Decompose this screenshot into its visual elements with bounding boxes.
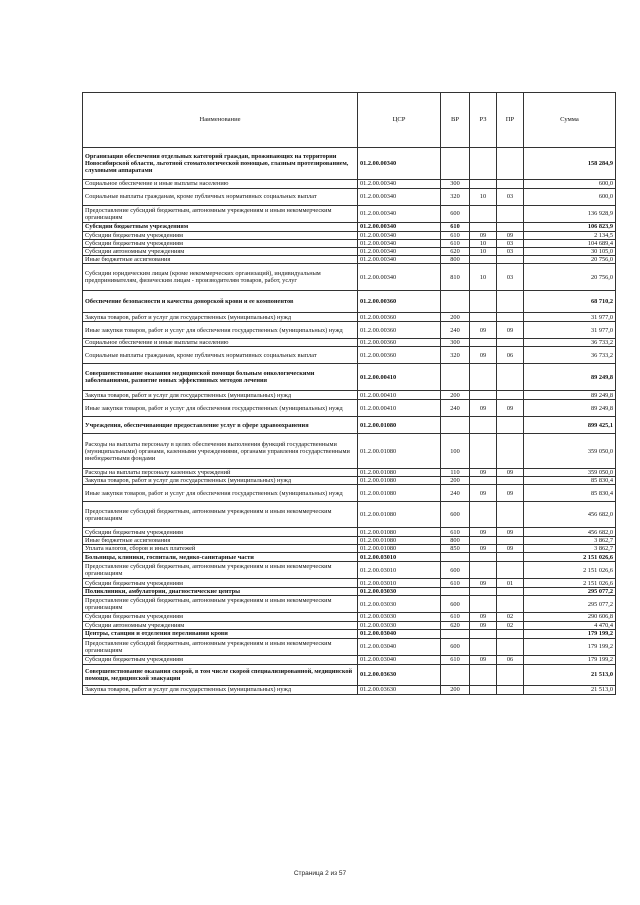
cell-csr: 01.2.00.03030 [358, 596, 441, 613]
table-row [83, 477, 616, 485]
cell-pr: 02 [497, 613, 524, 621]
cell-vr: 610 [441, 655, 470, 664]
cell-rz [470, 391, 497, 400]
cell-pr [497, 417, 524, 434]
cell-name: Иные бюджетные ассигнования [83, 537, 358, 545]
cell-rz: 09 [470, 613, 497, 621]
cell-pr: 03 [497, 240, 524, 248]
cell-csr: 01.2.00.00340 [358, 148, 441, 180]
cell-sum: 179 199,2 [524, 629, 616, 638]
cell-csr: 01.2.00.01080 [358, 477, 441, 485]
cell-rz [470, 339, 497, 347]
table-row [83, 579, 616, 588]
cell-vr: 800 [441, 256, 470, 264]
cell-name: Предоставление субсидий бюджетным, автономным учреждениям и иным некоммерческим организациям [83, 638, 358, 655]
cell-csr: 01.2.00.00340 [358, 180, 441, 189]
cell-csr: 01.2.00.03040 [358, 629, 441, 638]
table-row [83, 596, 616, 613]
cell-name: Предоставление субсидий бюджетным, автономным учреждениям и иным некоммерческим организациям [83, 502, 358, 528]
table-row [83, 485, 616, 502]
cell-rz [470, 502, 497, 528]
cell-name: Субсидии бюджетным учреждениям [83, 240, 358, 248]
cell-name: Уплата налогов, сборов и иных платежей [83, 545, 358, 553]
header-pr: ПР [497, 93, 524, 148]
table-row [83, 562, 616, 579]
cell-csr: 01.2.00.01080 [358, 545, 441, 553]
cell-csr: 01.2.00.01080 [358, 502, 441, 528]
cell-pr [497, 502, 524, 528]
cell-vr: 610 [441, 223, 470, 232]
cell-name: Расходы на выплаты персоналу в целях обеспечения выполнения функций государственными (муниципальными) органами, казенными учреждениями, органами управления государственными внебюджетными фондами [83, 434, 358, 469]
cell-sum: 20 756,0 [524, 264, 616, 291]
table-row [83, 189, 616, 206]
cell-vr: 300 [441, 339, 470, 347]
cell-pr [497, 256, 524, 264]
table-row [83, 264, 616, 291]
cell-rz [470, 685, 497, 694]
cell-csr: 01.2.00.01080 [358, 417, 441, 434]
cell-csr: 01.2.00.00340 [358, 264, 441, 291]
cell-name: Иные закупки товаров, работ и услуг для обеспечения государственных (муниципальных) нужд [83, 485, 358, 502]
cell-name: Центры, станции и отделения переливания крови [83, 629, 358, 638]
cell-vr [441, 148, 470, 180]
cell-csr: 01.2.00.03030 [358, 621, 441, 629]
cell-rz [470, 206, 497, 223]
table-row [83, 240, 616, 248]
cell-name: Субсидии бюджетным учреждениям [83, 655, 358, 664]
cell-pr [497, 434, 524, 469]
cell-vr: 200 [441, 313, 470, 322]
table-row [83, 417, 616, 434]
table-row [83, 291, 616, 313]
cell-pr: 09 [497, 545, 524, 553]
cell-sum: 295 077,2 [524, 596, 616, 613]
table-row [83, 364, 616, 391]
cell-pr [497, 391, 524, 400]
cell-vr: 200 [441, 477, 470, 485]
table-row [83, 313, 616, 322]
cell-vr: 240 [441, 485, 470, 502]
cell-name: Социальное обеспечение и иные выплаты населению [83, 339, 358, 347]
cell-name: Обеспечение безопасности и качества донорской крови и ее компонентов [83, 291, 358, 313]
cell-sum: 456 682,0 [524, 502, 616, 528]
cell-vr [441, 588, 470, 596]
table-row [83, 664, 616, 685]
cell-name: Иные закупки товаров, работ и услуг для обеспечения государственных (муниципальных) нужд [83, 400, 358, 417]
cell-rz: 09 [470, 400, 497, 417]
cell-pr: 09 [497, 469, 524, 477]
table-row [83, 256, 616, 264]
table-row [83, 180, 616, 189]
cell-rz [470, 477, 497, 485]
cell-pr: 03 [497, 189, 524, 206]
cell-csr: 01.2.00.03040 [358, 638, 441, 655]
cell-pr: 03 [497, 264, 524, 291]
cell-pr [497, 664, 524, 685]
cell-rz: 10 [470, 264, 497, 291]
cell-rz [470, 588, 497, 596]
table-row [83, 469, 616, 477]
cell-sum: 2 151 026,6 [524, 553, 616, 562]
cell-sum: 295 077,2 [524, 588, 616, 596]
cell-pr: 06 [497, 347, 524, 364]
cell-name: Предоставление субсидий бюджетным, автономным учреждениям и иным некоммерческим организациям [83, 206, 358, 223]
cell-pr: 02 [497, 621, 524, 629]
table-row [83, 685, 616, 694]
cell-rz [470, 313, 497, 322]
cell-rz [470, 629, 497, 638]
cell-vr: 300 [441, 180, 470, 189]
cell-name: Расходы на выплаты персоналу казенных учреждений [83, 469, 358, 477]
table-row [83, 553, 616, 562]
table-row [83, 434, 616, 469]
cell-pr [497, 537, 524, 545]
table-row [83, 322, 616, 339]
cell-name: Совершенствование оказания скорой, в том числе скорой специализированной, медицинской помощи, медицинской эвакуации [83, 664, 358, 685]
cell-csr: 01.2.00.00340 [358, 232, 441, 240]
cell-name: Социальные выплаты гражданам, кроме публичных нормативных социальных выплат [83, 347, 358, 364]
cell-rz [470, 417, 497, 434]
cell-rz [470, 180, 497, 189]
cell-vr: 200 [441, 391, 470, 400]
cell-csr: 01.2.00.00410 [358, 364, 441, 391]
cell-pr [497, 364, 524, 391]
cell-sum: 31 977,0 [524, 322, 616, 339]
cell-csr: 01.2.00.00360 [358, 291, 441, 313]
cell-name: Социальные выплаты гражданам, кроме публичных нормативных социальных выплат [83, 189, 358, 206]
cell-pr [497, 223, 524, 232]
cell-rz [470, 223, 497, 232]
cell-csr: 01.2.00.01080 [358, 537, 441, 545]
cell-sum: 89 249,8 [524, 400, 616, 417]
header-sum: Сумма [524, 93, 616, 148]
cell-csr: 01.2.00.00410 [358, 400, 441, 417]
cell-rz [470, 664, 497, 685]
header-name: Наименование [83, 93, 358, 148]
cell-csr: 01.2.00.00340 [358, 248, 441, 256]
cell-vr: 610 [441, 240, 470, 248]
table-row [83, 502, 616, 528]
cell-rz [470, 256, 497, 264]
cell-rz: 09 [470, 322, 497, 339]
table-row [83, 528, 616, 537]
cell-pr: 09 [497, 528, 524, 537]
cell-csr: 01.2.00.03010 [358, 562, 441, 579]
cell-rz [470, 553, 497, 562]
table-row [83, 206, 616, 223]
cell-csr: 01.2.00.00340 [358, 206, 441, 223]
cell-name: Субсидии бюджетным учреждениям [83, 528, 358, 537]
cell-vr: 240 [441, 400, 470, 417]
cell-sum: 85 830,4 [524, 485, 616, 502]
cell-sum: 2 151 026,6 [524, 562, 616, 579]
cell-pr [497, 313, 524, 322]
cell-vr: 600 [441, 502, 470, 528]
cell-csr: 01.2.00.01080 [358, 485, 441, 502]
cell-rz [470, 148, 497, 180]
cell-rz: 09 [470, 469, 497, 477]
cell-pr [497, 180, 524, 189]
cell-name: Социальное обеспечение и иные выплаты населению [83, 180, 358, 189]
cell-rz [470, 537, 497, 545]
cell-pr [497, 562, 524, 579]
cell-csr: 01.2.00.03630 [358, 664, 441, 685]
cell-name: Субсидии бюджетным учреждениям [83, 232, 358, 240]
cell-vr: 320 [441, 347, 470, 364]
cell-sum: 68 710,2 [524, 291, 616, 313]
cell-sum: 600,0 [524, 189, 616, 206]
cell-rz [470, 434, 497, 469]
cell-sum: 3 862,7 [524, 537, 616, 545]
cell-name: Закупка товаров, работ и услуг для государственных (муниципальных) нужд [83, 477, 358, 485]
cell-csr: 01.2.00.01080 [358, 434, 441, 469]
cell-vr: 620 [441, 248, 470, 256]
cell-name: Иные закупки товаров, работ и услуг для обеспечения государственных (муниципальных) нужд [83, 322, 358, 339]
cell-sum: 359 050,0 [524, 434, 616, 469]
cell-name: Субсидии автономным учреждениям [83, 621, 358, 629]
table-row [83, 400, 616, 417]
cell-vr: 610 [441, 232, 470, 240]
cell-name: Предоставление субсидий бюджетным, автономным учреждениям и иным некоммерческим организациям [83, 596, 358, 613]
cell-rz: 09 [470, 528, 497, 537]
cell-vr [441, 664, 470, 685]
cell-csr: 01.2.00.03040 [358, 655, 441, 664]
cell-csr: 01.2.00.00340 [358, 223, 441, 232]
cell-vr: 240 [441, 322, 470, 339]
cell-vr: 100 [441, 434, 470, 469]
cell-name: Поликлиники, амбулатории, диагностические центры [83, 588, 358, 596]
table-row [83, 347, 616, 364]
cell-vr: 810 [441, 264, 470, 291]
cell-pr [497, 148, 524, 180]
cell-sum: 31 977,0 [524, 313, 616, 322]
cell-pr [497, 588, 524, 596]
cell-csr: 01.2.00.01080 [358, 469, 441, 477]
cell-pr: 09 [497, 232, 524, 240]
cell-rz [470, 596, 497, 613]
cell-csr: 01.2.00.00410 [358, 391, 441, 400]
cell-name: Закупка товаров, работ и услуг для государственных (муниципальных) нужд [83, 313, 358, 322]
cell-rz: 09 [470, 655, 497, 664]
cell-pr [497, 596, 524, 613]
cell-vr [441, 291, 470, 313]
table-row [83, 248, 616, 256]
table-header-row [83, 93, 616, 148]
cell-sum: 89 249,8 [524, 364, 616, 391]
cell-sum: 359 050,0 [524, 469, 616, 477]
cell-sum: 30 105,0 [524, 248, 616, 256]
cell-pr: 06 [497, 655, 524, 664]
cell-pr [497, 206, 524, 223]
cell-pr [497, 291, 524, 313]
cell-pr [497, 685, 524, 694]
cell-sum: 456 682,0 [524, 528, 616, 537]
cell-sum: 21 513,0 [524, 685, 616, 694]
cell-sum: 21 513,0 [524, 664, 616, 685]
cell-name: Учреждения, обеспечивающие предоставление услуг в сфере здравоохранения [83, 417, 358, 434]
cell-rz: 09 [470, 579, 497, 588]
cell-rz: 09 [470, 347, 497, 364]
cell-name: Субсидии бюджетным учреждениям [83, 579, 358, 588]
cell-vr [441, 629, 470, 638]
cell-sum: 20 756,0 [524, 256, 616, 264]
table-row [83, 223, 616, 232]
cell-vr: 600 [441, 562, 470, 579]
cell-name: Организация обеспечения отдельных категорий граждан, проживающих на территории Новосибирской области, льготной стоматологической помощью, глазным протезированием, слуховыми аппаратами [83, 148, 358, 180]
cell-sum: 36 733,2 [524, 339, 616, 347]
table-row [83, 339, 616, 347]
cell-name: Закупка товаров, работ и услуг для государственных (муниципальных) нужд [83, 685, 358, 694]
cell-name: Больницы, клиники, госпитали, медико-санитарные части [83, 553, 358, 562]
cell-vr: 600 [441, 596, 470, 613]
cell-sum: 85 830,4 [524, 477, 616, 485]
cell-vr: 200 [441, 685, 470, 694]
table-row [83, 655, 616, 664]
cell-vr [441, 417, 470, 434]
cell-vr: 610 [441, 579, 470, 588]
cell-csr: 01.2.00.00340 [358, 240, 441, 248]
header-rz: РЗ [470, 93, 497, 148]
table-row [83, 638, 616, 655]
cell-rz: 09 [470, 621, 497, 629]
cell-vr: 600 [441, 638, 470, 655]
cell-pr: 01 [497, 579, 524, 588]
page-footer: Страница 2 из 57 [293, 870, 347, 877]
table-row [83, 232, 616, 240]
cell-name: Закупка товаров, работ и услуг для государственных (муниципальных) нужд [83, 391, 358, 400]
cell-sum: 2 134,5 [524, 232, 616, 240]
cell-vr: 800 [441, 537, 470, 545]
cell-pr: 03 [497, 248, 524, 256]
budget-table [82, 92, 616, 695]
table-row [83, 391, 616, 400]
cell-sum: 600,0 [524, 180, 616, 189]
cell-rz [470, 638, 497, 655]
cell-sum: 4 470,4 [524, 621, 616, 629]
cell-csr: 01.2.00.03030 [358, 588, 441, 596]
cell-vr: 600 [441, 206, 470, 223]
cell-pr [497, 638, 524, 655]
cell-vr: 610 [441, 528, 470, 537]
cell-csr: 01.2.00.00360 [358, 339, 441, 347]
cell-name: Субсидии автономным учреждениям [83, 248, 358, 256]
cell-csr: 01.2.00.00360 [358, 313, 441, 322]
cell-csr: 01.2.00.03010 [358, 579, 441, 588]
cell-vr: 850 [441, 545, 470, 553]
cell-csr: 01.2.00.00360 [358, 322, 441, 339]
cell-sum: 290 606,8 [524, 613, 616, 621]
cell-sum: 2 151 026,6 [524, 579, 616, 588]
cell-csr: 01.2.00.00340 [358, 189, 441, 206]
cell-pr: 09 [497, 400, 524, 417]
cell-name: Субсидии бюджетным учреждениям [83, 613, 358, 621]
cell-name: Субсидии бюджетным учреждениям [83, 223, 358, 232]
table-row [83, 537, 616, 545]
cell-pr [497, 629, 524, 638]
cell-sum: 36 733,2 [524, 347, 616, 364]
table-row [83, 545, 616, 553]
cell-pr [497, 477, 524, 485]
cell-vr: 620 [441, 621, 470, 629]
cell-pr [497, 553, 524, 562]
cell-vr: 320 [441, 189, 470, 206]
cell-csr: 01.2.00.00360 [358, 347, 441, 364]
header-csr: ЦСР [358, 93, 441, 148]
cell-sum: 89 249,8 [524, 391, 616, 400]
cell-vr [441, 553, 470, 562]
cell-rz: 10 [470, 189, 497, 206]
cell-sum: 179 199,2 [524, 638, 616, 655]
table-body [83, 148, 616, 695]
cell-name: Предоставление субсидий бюджетным, автономным учреждениям и иным некоммерческим организациям [83, 562, 358, 579]
table-row [83, 613, 616, 621]
cell-rz [470, 364, 497, 391]
cell-sum: 136 928,9 [524, 206, 616, 223]
cell-csr: 01.2.00.00340 [358, 256, 441, 264]
cell-pr: 09 [497, 485, 524, 502]
cell-csr: 01.2.00.03030 [358, 613, 441, 621]
table-row [83, 588, 616, 596]
cell-rz [470, 562, 497, 579]
cell-pr [497, 339, 524, 347]
cell-pr: 09 [497, 322, 524, 339]
cell-rz [470, 291, 497, 313]
cell-sum: 3 862,7 [524, 545, 616, 553]
header-vr: ВР [441, 93, 470, 148]
cell-csr: 01.2.00.03010 [358, 553, 441, 562]
cell-rz: 10 [470, 248, 497, 256]
cell-rz: 10 [470, 240, 497, 248]
table-row [83, 629, 616, 638]
cell-sum: 899 425,1 [524, 417, 616, 434]
cell-name: Субсидии юридическим лицам (кроме некоммерческих организаций), индивидуальным предпринимателям, физическим лицам - производителям товаров, работ, услуг [83, 264, 358, 291]
cell-vr [441, 364, 470, 391]
table-row [83, 148, 616, 180]
cell-sum: 158 284,9 [524, 148, 616, 180]
cell-vr: 110 [441, 469, 470, 477]
cell-csr: 01.2.00.03630 [358, 685, 441, 694]
cell-sum: 106 823,9 [524, 223, 616, 232]
cell-sum: 179 199,2 [524, 655, 616, 664]
cell-rz: 09 [470, 485, 497, 502]
cell-rz: 09 [470, 545, 497, 553]
cell-name: Иные бюджетные ассигнования [83, 256, 358, 264]
cell-sum: 104 689,4 [524, 240, 616, 248]
cell-vr: 610 [441, 613, 470, 621]
table-row [83, 621, 616, 629]
cell-csr: 01.2.00.01080 [358, 528, 441, 537]
cell-name: Совершенствование оказания медицинской помощи больным онкологическими заболеваниями, развитие новых эффективных методов лечения [83, 364, 358, 391]
cell-rz: 09 [470, 232, 497, 240]
